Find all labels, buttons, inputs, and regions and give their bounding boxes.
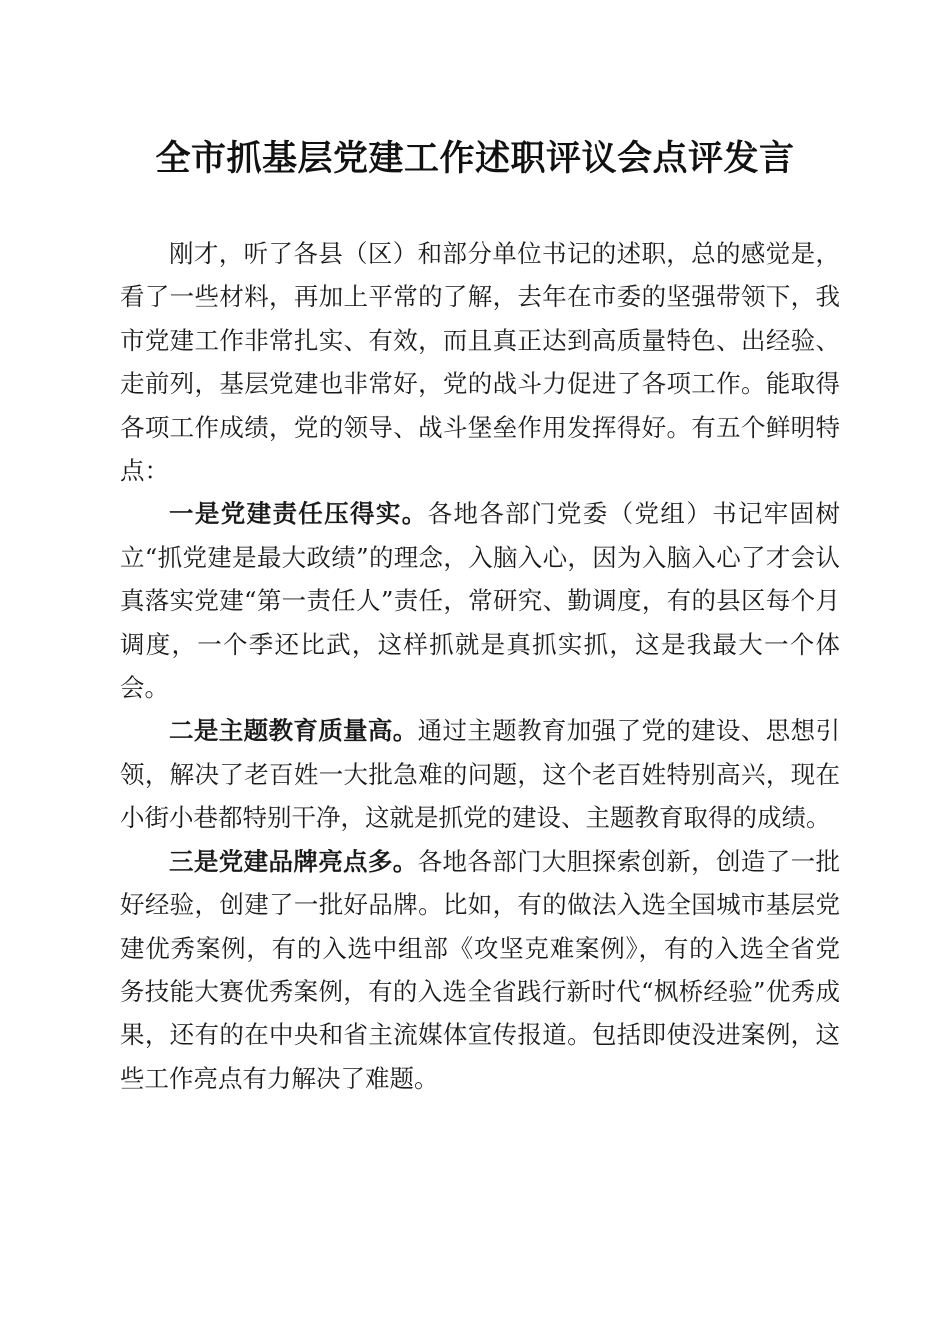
point-paragraph-2 <box>120 709 840 839</box>
point-paragraph-3 <box>120 840 840 1100</box>
point-1-text: 各地各部门党委（党组）书记牢固树立“抓党建是最大政绩”的理念，入脑入心，因为入脑入心了才会认真落实党建“第一责任人”责任，常研究、勤调度，有的县区每个月调度，一个季还比武，这样抓就是真抓实抓，这是我最大一个体会。 <box>120 499 841 703</box>
point-2-lead: 二是主题教育质量高。 <box>169 716 418 746</box>
intro-paragraph: 刚才，听了各县（区）和部分单位书记的述职，总的感觉是，看了一些材料，再加上平常的了解，去年在市委的坚强带领下，我市党建工作非常扎实、有效，而且真正达到高质量特色、出经验、走前列，基层党建也非常好，党的战斗力促进了各项工作。能取得各项工作成绩，党的领导、战斗堡垒作用发挥得好。有五个鲜明特点： <box>120 239 840 486</box>
point-paragraph-1 <box>120 492 840 709</box>
point-1-lead: 一是党建责任压得实。 <box>169 499 428 529</box>
point-2-text: 通过主题教育加强了党的建设、思想引领，解决了老百姓一大批急难的问题，这个老百姓特别高兴，现在小街小巷都特别干净，这就是抓党的建设、主题教育取得的成绩。 <box>120 716 841 833</box>
point-3-text: 各地各部门大胆探索创新，创造了一批好经验，创建了一批好品牌。比如，有的做法入选全国城市基层党建优秀案例，有的入选中组部《攻坚克难案例》，有的入选全省党务技能大赛优秀案例，有的入选全省践行新时代“枫桥经验”优秀成果，还有的在中央和省主流媒体宣传报道。包括即使没进案例，这些工作亮点有力解决了难题。 <box>120 846 841 1093</box>
point-3-lead: 三是党建品牌亮点多。 <box>169 846 418 876</box>
document-body <box>120 232 840 1100</box>
document-title: 全市抓基层党建工作述职评议会点评发言 <box>155 138 795 179</box>
